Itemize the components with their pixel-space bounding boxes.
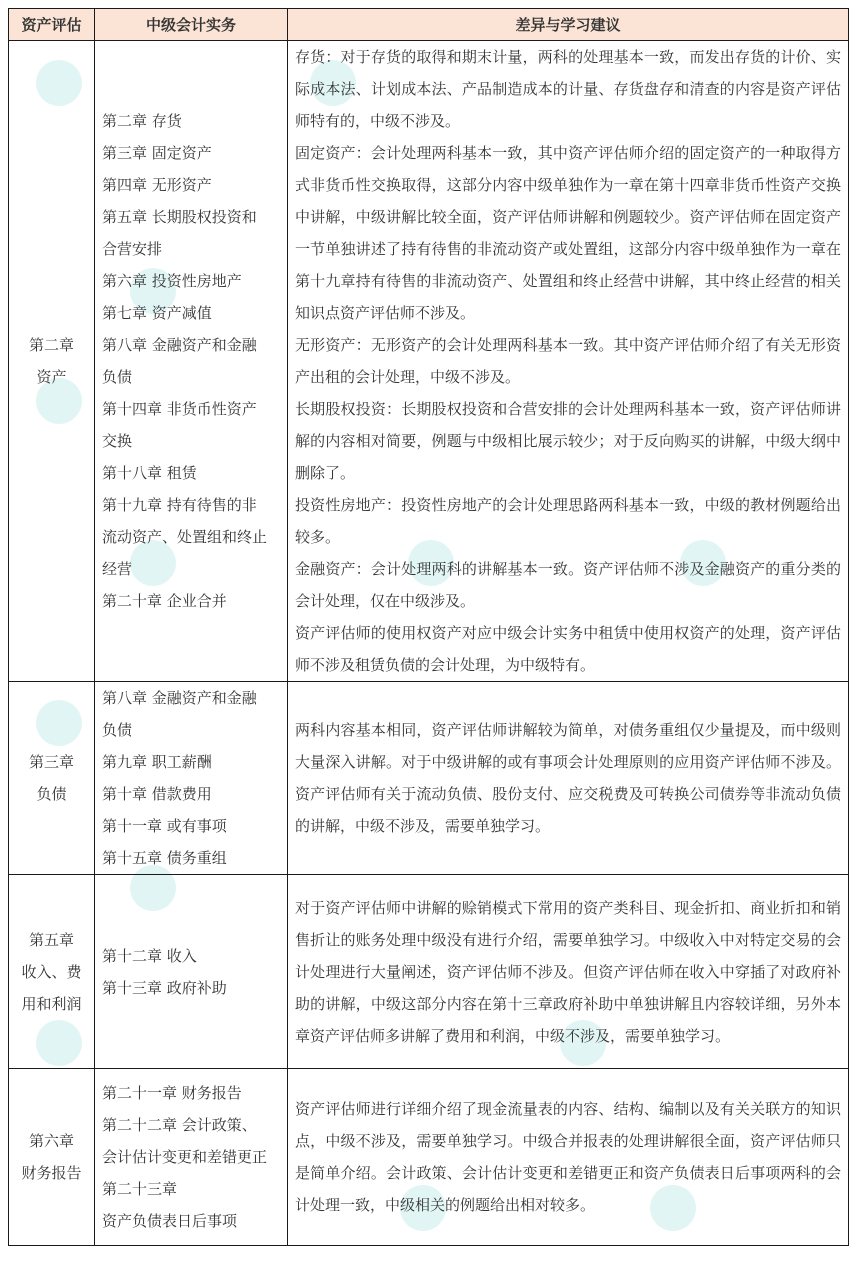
- header-asset-appraisal: 资产评估: [9, 9, 95, 41]
- chapter-line: 第八章 金融资产和金融: [102, 336, 257, 354]
- asset-chapter-cell: [9, 682, 95, 875]
- intermediate-chapters-cell: [95, 41, 288, 682]
- chapter-number: 第二章: [28, 336, 74, 354]
- chapter-line: 第六章 投资性房地产: [102, 272, 242, 290]
- intermediate-chapters-cell: [95, 875, 288, 1069]
- header-differences-advice: 差异与学习建议: [288, 9, 849, 41]
- chapter-title: 财务报告: [21, 1164, 82, 1182]
- advice-paragraph: 两科内容基本相同，资产评估师讲解较为简单，对债务重组仅少量提及，而中级则大量深入讲解。对于中级讲解的或有事项会计处理原则的应用资产评估师不涉及。资产评估师有关于流动负债、股份支付、应交税费及可转换公司债券等非流动负债的讲解，中级不涉及，需要单独学习。: [295, 721, 841, 835]
- advice-paragraph-long-term-equity: 长期股权投资：长期股权投资和合营安排的会计处理两科基本一致，资产评估师讲解的内容相对简要，例题与中级相比展示较少；对于反向购买的讲解，中级大纲中删除了。: [295, 400, 841, 482]
- table-row-assets: [9, 41, 849, 682]
- table-row-financial-reporting: [9, 1069, 849, 1246]
- chapter-line: 资产负债表日后事项: [102, 1212, 238, 1230]
- chapter-title: 用和利润: [21, 994, 82, 1013]
- chapter-number: 第三章: [28, 753, 74, 771]
- chapter-line: 第七章 资产减值: [102, 304, 212, 322]
- chapter-line: 第十二章 收入: [102, 946, 197, 965]
- chapter-line: 第三章 固定资产: [102, 144, 212, 162]
- intermediate-chapters-cell: [95, 1069, 288, 1246]
- chapter-number: 第五章: [28, 930, 74, 949]
- chapter-title: 收入、费: [21, 962, 82, 981]
- chapter-line: 第九章 职工薪酬: [102, 753, 212, 771]
- chapter-line: 第八章 金融资产和金融: [102, 689, 257, 707]
- chapter-line: 负债: [102, 368, 133, 386]
- advice-cell: [288, 682, 849, 875]
- advice-paragraph-right-of-use: 资产评估师的使用权资产对应中级会计实务中租赁中使用权资产的处理，资产评估师不涉及租赁负债的会计处理，为中级特有。: [295, 624, 841, 674]
- table-row-revenue-expenses-profit: [9, 875, 849, 1069]
- chapter-line: 流动资产、处置组和终止: [102, 528, 268, 546]
- chapter-line: 第二十一章 财务报告: [102, 1084, 242, 1102]
- chapter-number: 第六章: [28, 1132, 74, 1150]
- chapter-line: 第十五章 债务重组: [102, 849, 227, 867]
- chapter-line: 第五章 长期股权投资和: [102, 208, 257, 226]
- comparison-table: [8, 8, 849, 1246]
- table-row-liabilities: [9, 682, 849, 875]
- asset-chapter-cell: [9, 41, 95, 682]
- advice-cell: [288, 1069, 849, 1246]
- chapter-line: 第二十二章 会计政策、: [102, 1116, 257, 1134]
- advice-paragraph: 对于资产评估师中讲解的赊销模式下常用的资产类科目、现金折扣、商业折扣和销售折让的账务处理中级没有进行介绍，需要单独学习。中级收入中对特定交易的会计处理进行大量阐述，资产评估师不涉及。但资产评估师在收入中穿插了对政府补助的讲解，中级这部分内容在第十三章政府补助中单独讲解且内容较详细，另外本章资产评估师多讲解了费用和利润，中级不涉及，需要单独学习。: [295, 898, 841, 1045]
- chapter-line: 交换: [102, 432, 133, 450]
- chapter-title: 负债: [36, 785, 67, 803]
- header-intermediate-accounting: 中级会计实务: [95, 9, 288, 41]
- chapter-line: 第十章 借款费用: [102, 785, 212, 803]
- chapter-line: 会计估计变更和差错更正: [102, 1148, 268, 1166]
- asset-chapter-cell: [9, 875, 95, 1069]
- chapter-line: 第二十三章: [102, 1180, 178, 1198]
- advice-paragraph-fixed-assets: 固定资产：会计处理两科基本一致，其中资产评估师介绍的固定资产的一种取得方式非货币性交换取得，这部分内容中级单独作为一章在第十四章非货币性资产交换中讲解，中级讲解比较全面，资产评估师讲解和例题较少。资产评估师在固定资产一节单独讲述了持有待售的非流动资产或处置组，这部分内容中级单独作为一章在第十九章持有待售的非流动资产、处置组和终止经营中讲解，其中终止经营的相关知识点资产评估师不涉及。: [295, 144, 841, 322]
- chapter-line: 合营安排: [102, 240, 163, 258]
- chapter-line: 第十八章 租赁: [102, 464, 197, 482]
- chapter-title: 资产: [36, 368, 67, 386]
- chapter-line: 负债: [102, 721, 133, 739]
- chapter-line: 第四章 无形资产: [102, 176, 212, 194]
- advice-paragraph-inventory: 存货：对于存货的取得和期末计量，两科的处理基本一致，而发出存货的计价、实际成本法、计划成本法、产品制造成本的计量、存货盘存和清查的内容是资产评估师特有的，中级不涉及。: [295, 48, 841, 130]
- advice-cell: [288, 875, 849, 1069]
- chapter-line: 第二章 存货: [102, 112, 182, 130]
- chapter-line: 第十三章 政府补助: [102, 978, 227, 997]
- chapter-line: 第二十章 企业合并: [102, 592, 227, 610]
- advice-paragraph-financial-assets: 金融资产：会计处理两科的讲解基本一致。资产评估师不涉及金融资产的重分类的会计处理，仅在中级涉及。: [295, 560, 841, 610]
- advice-paragraph-intangible-assets: 无形资产：无形资产的会计处理两科基本一致。其中资产评估师介绍了有关无形资产出租的会计处理，中级不涉及。: [295, 336, 841, 386]
- advice-paragraph: 资产评估师进行详细介绍了现金流量表的内容、结构、编制以及有关关联方的知识点，中级不涉及，需要单独学习。中级合并报表的处理讲解很全面，资产评估师只是简单介绍。会计政策、会计估计变更和差错更正和资产负债表日后事项两科的会计处理一致，中级相关的例题给出相对较多。: [295, 1100, 841, 1214]
- table-header-row: [9, 9, 849, 41]
- chapter-line: 第十一章 或有事项: [102, 817, 227, 835]
- advice-paragraph-investment-property: 投资性房地产：投资性房地产的会计处理思路两科基本一致，中级的教材例题给出较多。: [295, 496, 841, 546]
- intermediate-chapters-cell: [95, 682, 288, 875]
- advice-cell: [288, 41, 849, 682]
- chapter-line: 经营: [102, 560, 133, 578]
- asset-chapter-cell: [9, 1069, 95, 1246]
- chapter-line: 第十四章 非货币性资产: [102, 400, 257, 418]
- chapter-line: 第十九章 持有待售的非: [102, 496, 257, 514]
